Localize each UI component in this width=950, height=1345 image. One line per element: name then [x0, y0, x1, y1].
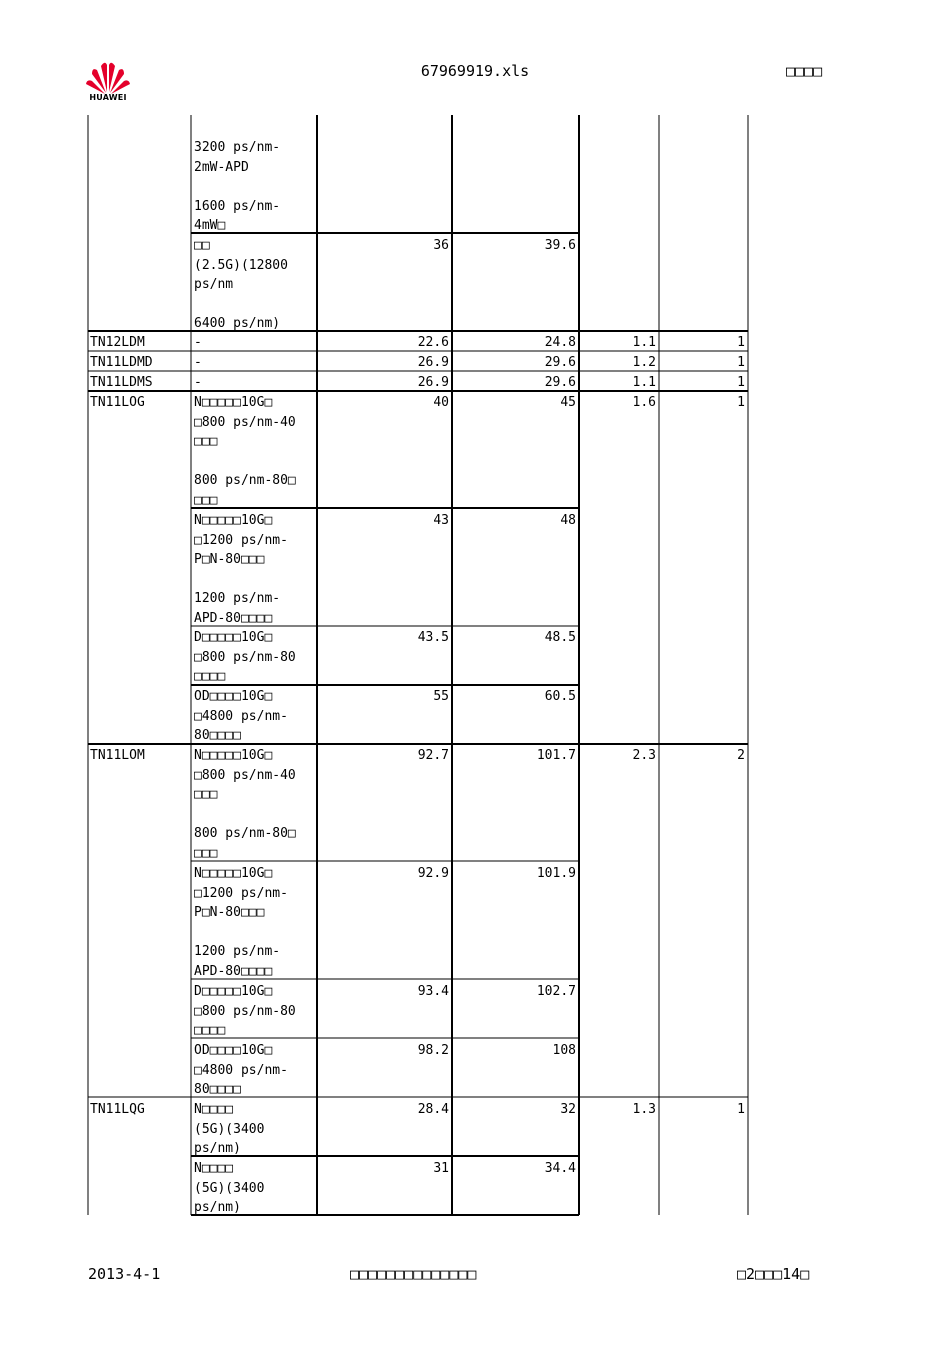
table-cell-board: TN12LDM [90, 335, 145, 350]
table-cell-value: 92.9 [417, 866, 449, 881]
table-cell-value: 29.6 [544, 375, 576, 390]
header-right-text: □□□□ [786, 62, 823, 80]
table-cell-value: 34.4 [544, 1161, 576, 1176]
footer-date: 2013-4-1 [88, 1265, 161, 1283]
table-cell-value: 24.8 [544, 335, 576, 350]
table-cell-value: 60.5 [544, 689, 576, 704]
table-cell-board: TN11LOM [90, 748, 145, 763]
table-cell-value: 1.6 [632, 395, 656, 410]
table-cell-value: 1.3 [632, 1102, 656, 1117]
table-cell-desc: - [194, 355, 202, 370]
table-cell-desc: N□□□□ (5G)(3400 ps/nm) [194, 1161, 265, 1215]
table-cell-value: 39.6 [544, 238, 576, 253]
table-cell-value: 1 [737, 1102, 745, 1117]
table-cell-value: 55 [433, 689, 449, 704]
table-cell-desc: N□□□□□10G□ □1200 ps/nm- P□N-80□□□ 1200 ps/nm- APD-80□□□□ [194, 866, 288, 978]
table-cell-value: 1 [737, 395, 745, 410]
table-cell-value: 101.9 [536, 866, 576, 881]
table-cell-value: 1.1 [632, 375, 656, 390]
table-cell-value: 1.2 [632, 355, 656, 370]
table-cell-desc: 3200 ps/nm- 2mW-APD 1600 ps/nm- 4mW□ [194, 140, 281, 232]
table-cell-value: 43 [433, 513, 449, 528]
table-cell-value: 93.4 [417, 984, 449, 999]
table-cell-value: 1 [737, 375, 745, 390]
table-cell-value: 22.6 [417, 335, 449, 350]
table-cell-value: 28.4 [417, 1102, 449, 1117]
table-cell-value: 48 [560, 513, 576, 528]
table-cell-value: 1 [737, 335, 745, 350]
table-cell-desc: □□ (2.5G)(12800 ps/nm 6400 ps/nm) [194, 238, 288, 330]
footer-page-number: □2□□□14□ [737, 1265, 810, 1283]
footer-center-text: □□□□□□□□□□□□□□ [350, 1265, 477, 1283]
table-cell-value: 36 [433, 238, 449, 253]
table-cell-value: 29.6 [544, 355, 576, 370]
file-name: 67969919.xls [420, 62, 530, 80]
table-cell-desc: - [194, 335, 202, 350]
table-cell-value: 32 [560, 1102, 576, 1117]
table-cell-value: 26.9 [417, 355, 449, 370]
table-cell-board: TN11LQG [90, 1102, 145, 1117]
table-cell-value: 2 [737, 748, 745, 763]
table-cell-desc: D□□□□□10G□ □800 ps/nm-80 □□□□ [194, 630, 296, 684]
table-cell-value: 1.1 [632, 335, 656, 350]
table-cell-board: TN11LDMS [90, 375, 153, 390]
logo-wordmark: HUAWEI [89, 93, 127, 102]
table-cell-value: 2.3 [632, 748, 656, 763]
table-cell-desc: D□□□□□10G□ □800 ps/nm-80 □□□□ [194, 984, 296, 1038]
table-cell-desc: N□□□□ (5G)(3400 ps/nm) [194, 1102, 265, 1156]
table-cell-value: 1 [737, 355, 745, 370]
table-cell-value: 40 [433, 395, 449, 410]
table-cell-board: TN11LOG [90, 395, 145, 410]
table-cell-value: 108 [552, 1043, 576, 1058]
table-cell-value: 92.7 [417, 748, 449, 763]
table-cell-desc: OD□□□□10G□ □4800 ps/nm- 80□□□□ [194, 689, 288, 743]
table-cell-value: 102.7 [536, 984, 576, 999]
table-cell-value: 45 [560, 395, 576, 410]
table-cell-desc: OD□□□□10G□ □4800 ps/nm- 80□□□□ [194, 1043, 288, 1097]
table-cell-board: TN11LDMD [90, 355, 153, 370]
table-cell-desc: N□□□□□10G□ □800 ps/nm-40 □□□ 800 ps/nm-80□ □□□ [194, 395, 296, 507]
table-cell-value: 43.5 [417, 630, 449, 645]
table-cell-desc: N□□□□□10G□ □1200 ps/nm- P□N-80□□□ 1200 ps/nm- APD-80□□□□ [194, 513, 288, 625]
table-cell-value: 98.2 [417, 1043, 449, 1058]
table-cell-desc: N□□□□□10G□ □800 ps/nm-40 □□□ 800 ps/nm-80□ □□□ [194, 748, 296, 860]
table-cell-value: 101.7 [536, 748, 576, 763]
table-cell-value: 26.9 [417, 375, 449, 390]
table-cell-value: 31 [433, 1161, 449, 1176]
table-cell-desc: - [194, 375, 202, 390]
table-cell-value: 48.5 [544, 630, 576, 645]
